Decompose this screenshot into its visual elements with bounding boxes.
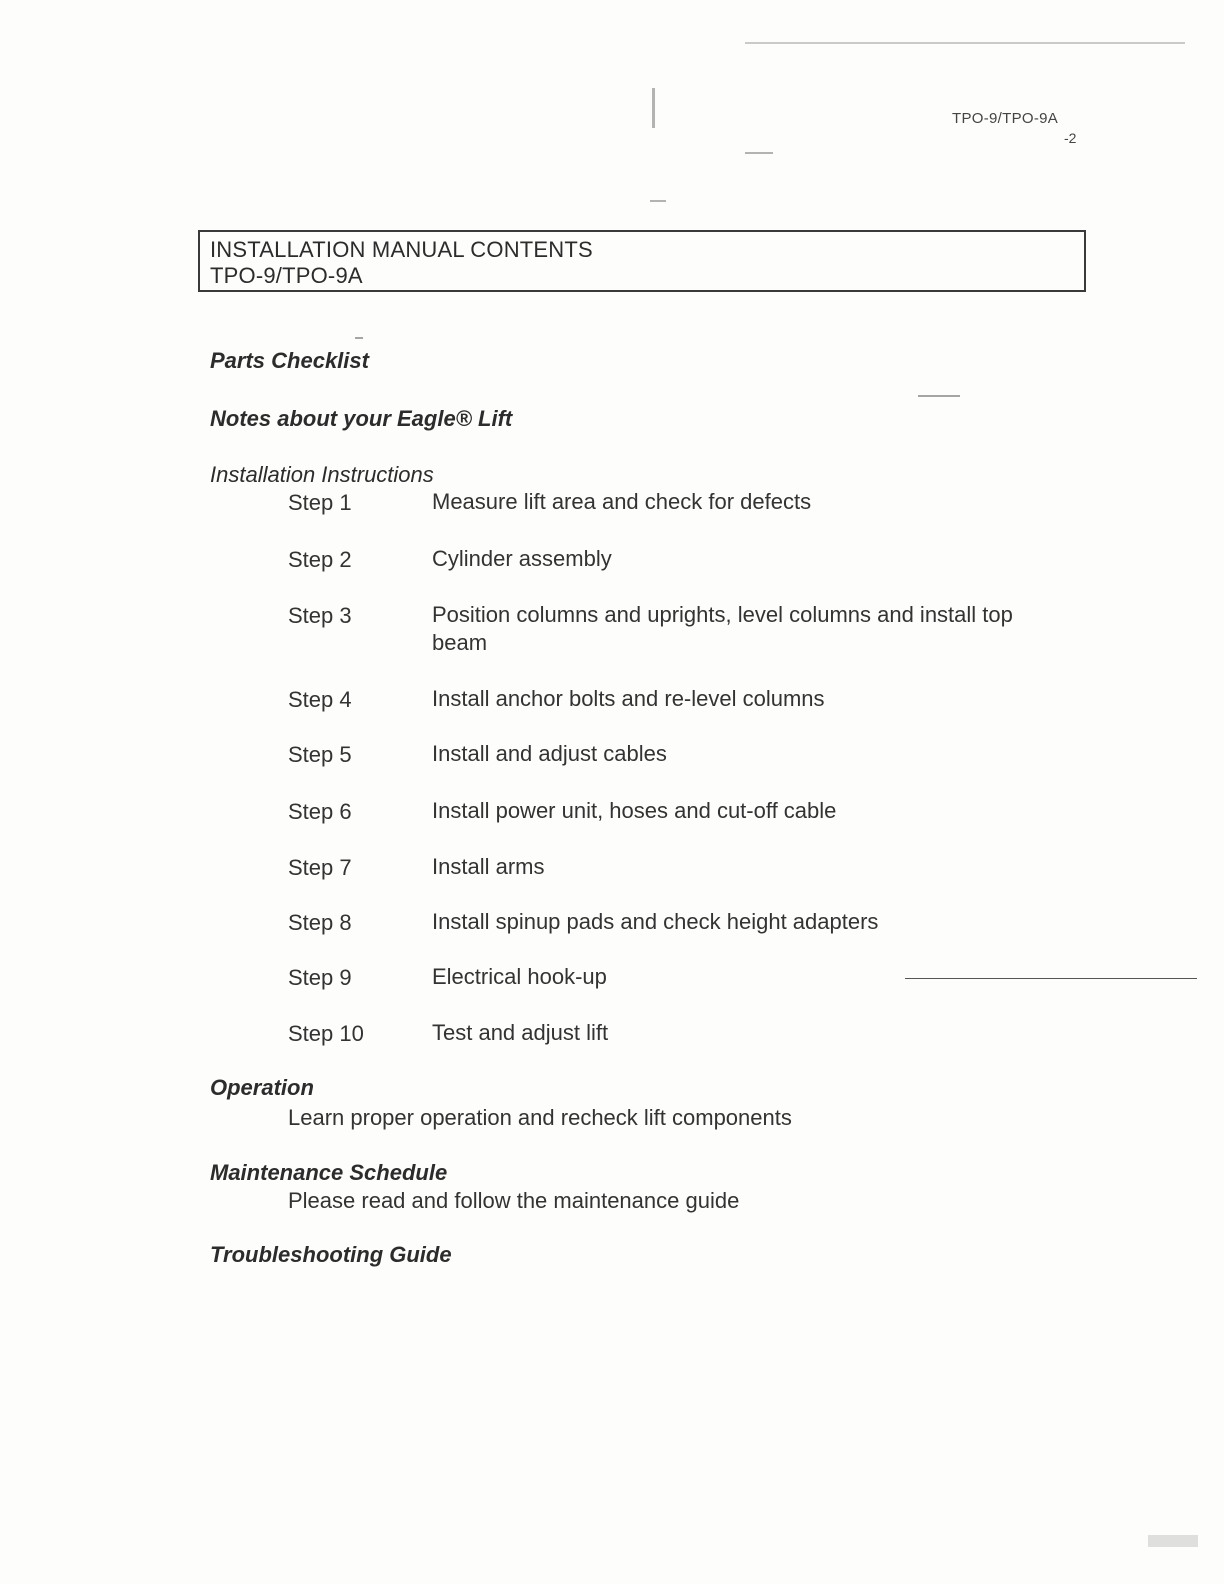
section-installation-instructions: Installation Instructions <box>210 462 434 487</box>
step-label: Step 6 <box>288 799 352 824</box>
step-label: Step 7 <box>288 855 352 880</box>
step-label: Step 1 <box>288 490 352 515</box>
step-description: Test and adjust lift <box>432 1020 609 1045</box>
contents-title-box <box>198 230 1086 292</box>
operation-description: Learn proper operation and recheck lift components <box>288 1105 792 1130</box>
section-notes: Notes about your Eagle® Lift <box>210 406 513 431</box>
step-description: Install spinup pads and check height adapters <box>432 909 879 934</box>
section-parts-checklist: Parts Checklist <box>210 348 369 373</box>
section-troubleshooting-guide: Troubleshooting Guide <box>210 1242 452 1267</box>
section-maintenance-schedule: Maintenance Schedule <box>210 1160 448 1185</box>
step-label: Step 5 <box>288 742 352 767</box>
scan-noise <box>1148 1535 1198 1547</box>
scan-noise <box>745 42 1185 44</box>
title-line-2: TPO-9/TPO-9A <box>210 263 363 288</box>
step-label: Step 2 <box>288 547 352 572</box>
step-description: Measure lift area and check for defects <box>432 489 812 514</box>
scan-noise <box>918 395 960 397</box>
scan-noise <box>652 88 655 128</box>
step-description: Install power unit, hoses and cut-off cable <box>432 798 837 823</box>
step-description: Install anchor bolts and re-level columns <box>432 686 825 711</box>
step-label: Step 8 <box>288 910 352 935</box>
step-description: Cylinder assembly <box>432 546 612 571</box>
step-description: Install arms <box>432 854 545 879</box>
horizontal-rule <box>905 978 1197 979</box>
section-operation: Operation <box>210 1075 314 1100</box>
document-code: TPO-9/TPO-9A <box>952 110 1059 127</box>
scan-noise <box>745 152 773 154</box>
scan-noise <box>650 200 666 202</box>
step-description: Install and adjust cables <box>432 741 667 766</box>
step-description: Electrical hook-up <box>432 964 607 989</box>
step-label: Step 4 <box>288 687 352 712</box>
step-label: Step 3 <box>288 603 352 628</box>
page-number: -2 <box>1064 130 1077 146</box>
maintenance-description: Please read and follow the maintenance guide <box>288 1188 740 1213</box>
title-line-1: INSTALLATION MANUAL CONTENTS <box>210 237 593 262</box>
scan-noise <box>355 337 363 339</box>
step-description: Position columns and uprights, level columns and install top beam <box>432 602 1013 655</box>
step-label: Step 9 <box>288 965 352 990</box>
step-label: Step 10 <box>288 1021 364 1046</box>
